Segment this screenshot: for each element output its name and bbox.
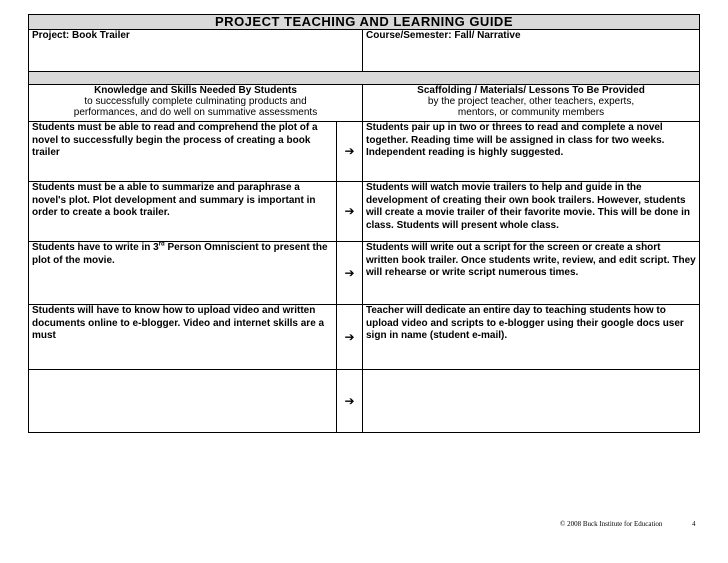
table-row: [29, 305, 700, 370]
table-row: [29, 122, 700, 182]
guide-table: [28, 14, 700, 433]
spacer-cell: [29, 72, 700, 85]
arrow-right-icon: ➔: [337, 182, 363, 242]
knowledge-header-line2: to successfully complete culminating products and: [84, 96, 307, 107]
scaffold-cell: [363, 370, 700, 433]
page-number: 4: [692, 520, 696, 528]
arrow-right-icon: ➔: [337, 305, 363, 370]
teaching-guide-sheet: [28, 14, 699, 433]
scaffold-header-title: Scaffolding / Materials/ Lessons To Be Provided: [417, 85, 645, 96]
knowledge-cell: [29, 370, 337, 433]
course-label: Course/Semester: Fall/ Narrative: [363, 30, 700, 72]
knowledge-cell: Students will have to know how to upload video and written documents online to e-blogger. Video and internet skills are a must: [29, 305, 337, 370]
scaffold-cell: Students will watch movie trailers to help and guide in the development of creating their own book trailers. However, students will create a movie trailer of their favorite movie. This will be done in class. Students will present whole class.: [363, 182, 700, 242]
table-row: [29, 370, 700, 433]
knowledge-text-post: Person Omniscient to present the plot of the movie.: [32, 242, 328, 266]
knowledge-cell: [29, 242, 337, 305]
scaffold-header-line2: by the project teacher, other teachers, experts,: [427, 96, 635, 107]
scaffold-header-line3: mentors, or community members: [457, 107, 605, 118]
knowledge-text-pre: Students have to write in 3: [32, 242, 159, 253]
page-title: PROJECT TEACHING AND LEARNING GUIDE: [29, 15, 700, 30]
arrow-right-icon: ➔: [337, 370, 363, 433]
knowledge-cell: Students must be able to read and comprehend the plot of a novel to successfully begin the process of creating a book trailer: [29, 122, 337, 182]
spacer-row: [29, 72, 700, 85]
knowledge-cell: Students must be a able to summarize and paraphrase a novel's plot. Plot development and summary is important in order to create a book trailer.: [29, 182, 337, 242]
ordinal-suffix: rd: [158, 241, 165, 248]
scaffold-header: [363, 85, 700, 122]
scaffold-cell: Students pair up in two or threes to read and complete a novel together. Reading time will be assigned in class for two weeks. Independent reading is highly suggested.: [363, 122, 700, 182]
project-row: [29, 30, 700, 72]
copyright-text: © 2008 Buck Institute for Education: [560, 520, 663, 528]
scaffold-cell: Teacher will dedicate an entire day to teaching students how to upload video and scripts to e-blogger using their google docs user sign in name (student e-mail).: [363, 305, 700, 370]
table-row: [29, 182, 700, 242]
column-header-row: [29, 85, 700, 122]
arrow-right-icon: ➔: [337, 242, 363, 305]
scaffold-cell: Students will write out a script for the screen or create a short written book trailer. Once students write, review, and edit script. They will rehearse or write script numerous times.: [363, 242, 700, 305]
knowledge-header-title: Knowledge and Skills Needed By Students: [94, 85, 297, 96]
knowledge-header: [29, 85, 363, 122]
knowledge-header-line3: performances, and do well on summative assessments: [73, 107, 318, 118]
arrow-right-icon: ➔: [337, 122, 363, 182]
title-row: [29, 15, 700, 30]
table-row: [29, 242, 700, 305]
project-label: Project: Book Trailer: [29, 30, 363, 72]
